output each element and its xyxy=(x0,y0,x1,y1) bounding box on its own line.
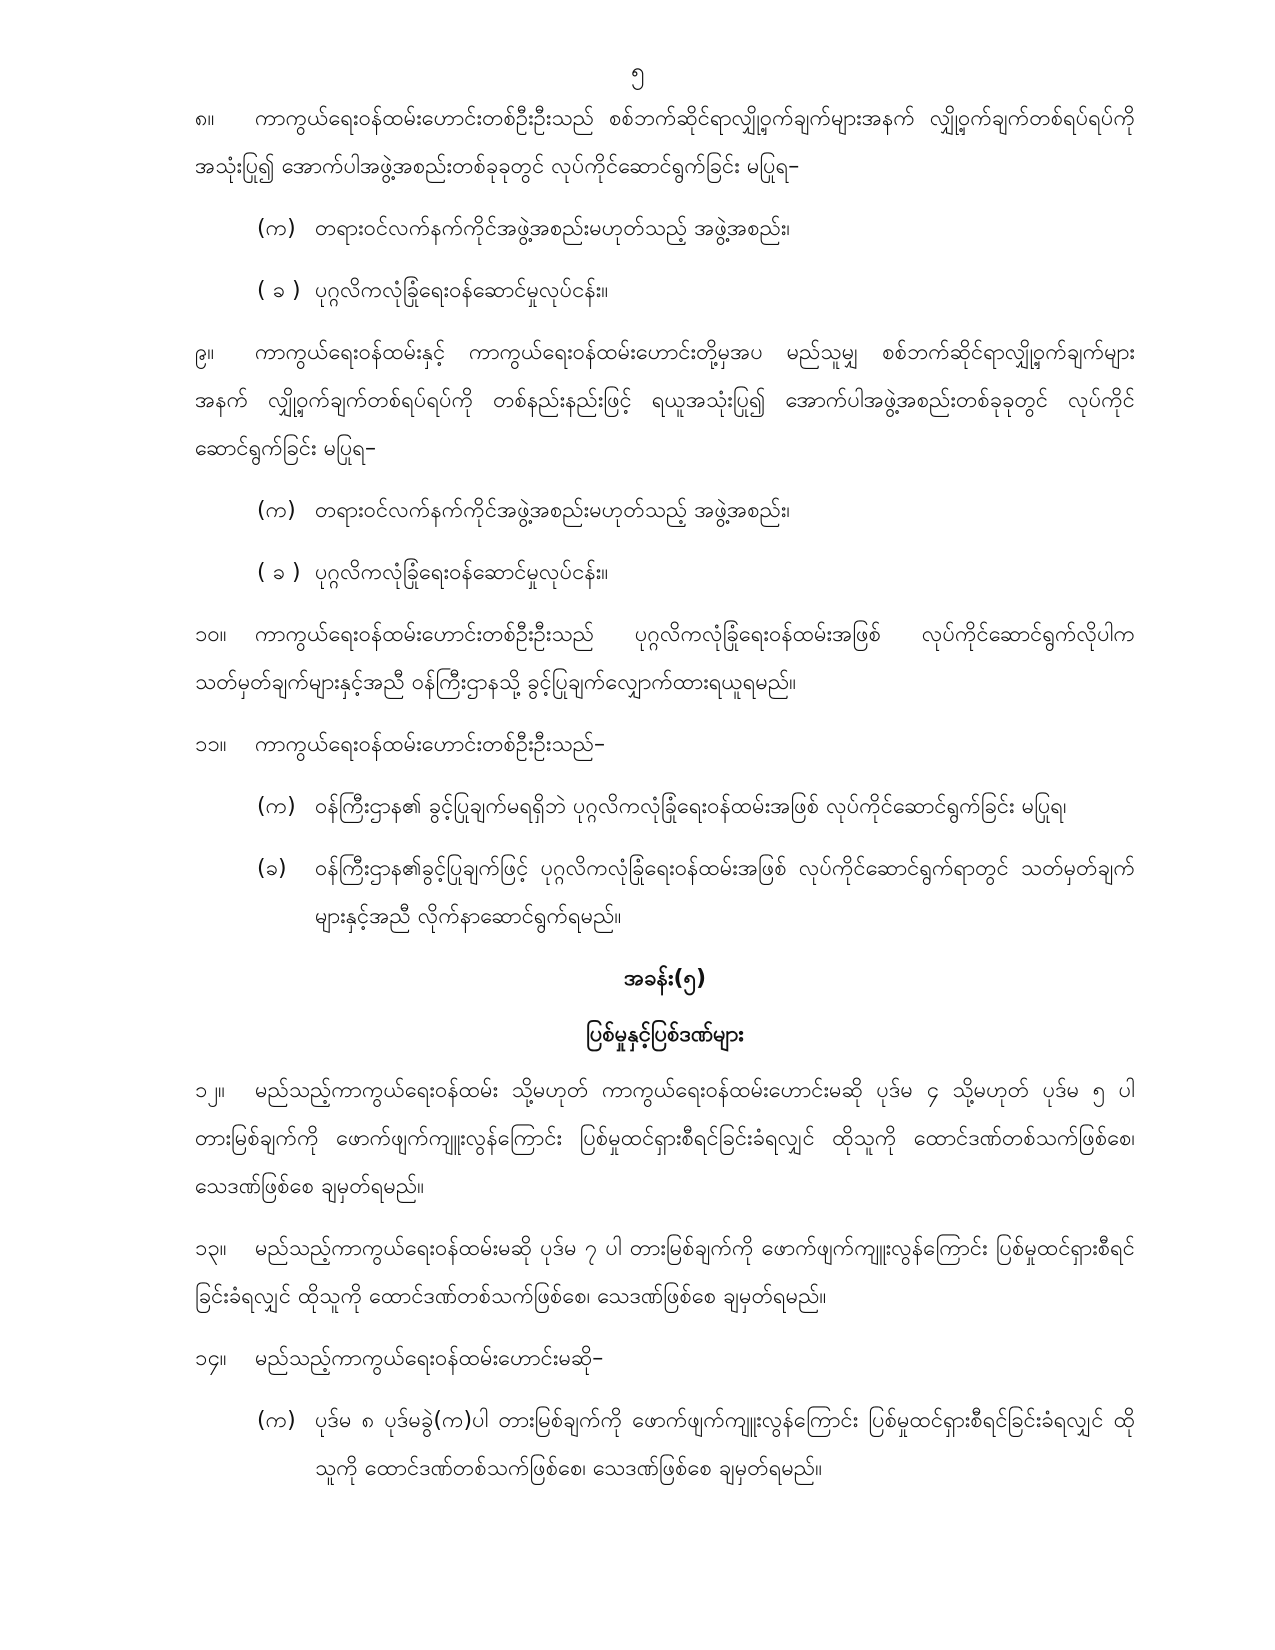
section-number: ၈။ xyxy=(195,106,215,131)
sub-item-mark: (က) xyxy=(257,794,296,819)
section-text: မည်သည့်ကာကွယ်ရေးဝန်ထမ်းမဆို ပုဒ်မ ၇ ပါ တားမြစ်ချက်ကို ဖောက်ဖျက်ကျူးလွန်ကြောင်း ပြစ်မှုထင်ရှားစီရင်ခြင်းခံရလျှင် ထိုသူကို ထောင်ဒဏ်တစ်သက်ဖြစ်စေ၊ သေဒဏ်ဖြစ်စေ ချမှတ်ရမည်။ xyxy=(195,1236,1135,1309)
sub-item-text: ဝန်ကြီးဌာန၏ ခွင့်ပြုချက်မရရှိဘဲ ပုဂ္ဂလိကလုံခြုံရေးဝန်ထမ်းအဖြစ် လုပ်ကိုင်ဆောင်ရွက်ခြင်း မပြုရ၊ xyxy=(315,794,1067,819)
section-text: ကာကွယ်ရေးဝန်ထမ်းဟောင်းတစ်ဦးဦးသည် ပုဂ္ဂလိကလုံခြုံရေးဝန်ထမ်းအဖြစ် လုပ်ကိုင်ဆောင်ရွက်လိုပါက သတ်မှတ်ချက်များနှင့်အညီ ဝန်ကြီးဌာနသို့ ခွင့်ပြုချက်လျှောက်ထားရယူရမည်။ xyxy=(195,622,1135,695)
section-number: ၁၂။ xyxy=(195,1078,225,1103)
sub-item-mark: (က) xyxy=(257,216,296,241)
sub-item-mark: ( ခ ) xyxy=(257,560,301,585)
section-number: ၁၄။ xyxy=(195,1346,227,1371)
sub-item-mark: ( ခ ) xyxy=(257,278,301,303)
sub-item-mark: (က) xyxy=(257,498,296,523)
section-11 xyxy=(195,721,1135,769)
section-text: မည်သည့်ကာကွယ်ရေးဝန်ထမ်း သို့မဟုတ် ကာကွယ်ရေးဝန်ထမ်းဟောင်းမဆို ပုဒ်မ ၄ သို့မဟုတ် ပုဒ်မ ၅ ပါ တားမြစ်ချက်ကို ဖောက်ဖျက်ကျူးလွန်ကြောင်း ပြစ်မှုထင်ရှားစီရင်ခြင်းခံရလျှင် ထိုသူကို ထောင်ဒဏ်တစ်သက်ဖြစ်စေ၊ သေဒဏ်ဖြစ်စေ ချမှတ်ရမည်။ xyxy=(195,1078,1135,1199)
sub-item-text: ပုဂ္ဂလိကလုံခြုံရေးဝန်ဆောင်မှုလုပ်ငန်း။ xyxy=(315,560,609,585)
sub-item xyxy=(257,267,1135,315)
sub-item-text: ပုဂ္ဂလိကလုံခြုံရေးဝန်ဆောင်မှုလုပ်ငန်း။ xyxy=(315,278,609,303)
sub-item-text: တရားဝင်လက်နက်ကိုင်အဖွဲ့အစည်းမဟုတ်သည့် အဖွဲ့အစည်း၊ xyxy=(315,498,790,523)
sub-item xyxy=(257,1397,1135,1493)
section-text: ကာကွယ်ရေးဝန်ထမ်းဟောင်းတစ်ဦးဦးသည် စစ်ဘက်ဆိုင်ရာလျှို့ဝှက်ချက်များအနက် လျှို့ဝှက်ချက်တစ်ရပ်ရပ်ကို အသုံးပြု၍ အောက်ပါအဖွဲ့အစည်းတစ်ခုခုတွင် လုပ်ကိုင်ဆောင်ရွက်ခြင်း မပြုရ– xyxy=(195,106,1135,179)
sub-item-mark: (ခ) xyxy=(257,856,287,881)
section-number: ၉။ xyxy=(195,340,215,365)
section-13 xyxy=(195,1225,1135,1321)
page-number: ၅ xyxy=(630,57,645,85)
section-14 xyxy=(195,1335,1135,1383)
section-9 xyxy=(195,329,1135,473)
section-text: ကာကွယ်ရေးဝန်ထမ်းဟောင်းတစ်ဦးဦးသည်– xyxy=(255,732,606,757)
section-10 xyxy=(195,611,1135,707)
sub-item xyxy=(257,549,1135,597)
chapter-heading: အခန်း(၅) xyxy=(623,966,707,991)
sub-item xyxy=(257,783,1135,831)
section-8 xyxy=(195,95,1135,191)
section-number: ၁၃။ xyxy=(195,1236,227,1261)
sub-item xyxy=(257,205,1135,253)
sub-item xyxy=(257,487,1135,535)
section-text: မည်သည့်ကာကွယ်ရေးဝန်ထမ်းဟောင်းမဆို– xyxy=(255,1346,604,1371)
section-number: ၁၀။ xyxy=(195,622,227,647)
section-text: ကာကွယ်ရေးဝန်ထမ်းနှင့် ကာကွယ်ရေးဝန်ထမ်းဟောင်းတို့မှအပ မည်သူမျှ စစ်ဘက်ဆိုင်ရာလျှို့ဝှက်ချက်များအနက် လျှို့ဝှက်ချက်တစ်ရပ်ရပ်ကို တစ်နည်းနည်းဖြင့် ရယူအသုံးပြု၍ အောက်ပါအဖွဲ့အစည်းတစ်ခုခုတွင် လုပ်ကိုင်ဆောင်ရွက်ခြင်း မပြုရ– xyxy=(195,340,1135,461)
sub-item xyxy=(257,845,1135,941)
chapter-title: ပြစ်မှုနှင့်ပြစ်ဒဏ်များ xyxy=(586,1022,744,1047)
section-number: ၁၁။ xyxy=(195,732,227,757)
sub-item-mark: (က) xyxy=(257,1408,296,1433)
section-12 xyxy=(195,1067,1135,1211)
sub-item-text: ဝန်ကြီးဌာန၏ခွင့်ပြုချက်ဖြင့် ပုဂ္ဂလိကလုံခြုံရေးဝန်ထမ်းအဖြစ် လုပ်ကိုင်ဆောင်ရွက်ရာတွင် သတ်မှတ်ချက်များနှင့်အညီ လိုက်နာဆောင်ရွက်ရမည်။ xyxy=(315,856,1135,929)
sub-item-text: ပုဒ်မ ၈ ပုဒ်မခွဲ(က)ပါ တားမြစ်ချက်ကို ဖောက်ဖျက်ကျူးလွန်ကြောင်း ပြစ်မှုထင်ရှားစီရင်ခြင်းခံရလျှင် ထိုသူကို ထောင်ဒဏ်တစ်သက်ဖြစ်စေ၊ သေဒဏ်ဖြစ်စေ ချမှတ်ရမည်။ xyxy=(315,1408,1135,1481)
sub-item-text: တရားဝင်လက်နက်ကိုင်အဖွဲ့အစည်းမဟုတ်သည့် အဖွဲ့အစည်း၊ xyxy=(315,216,790,241)
document-body xyxy=(195,95,1135,1507)
